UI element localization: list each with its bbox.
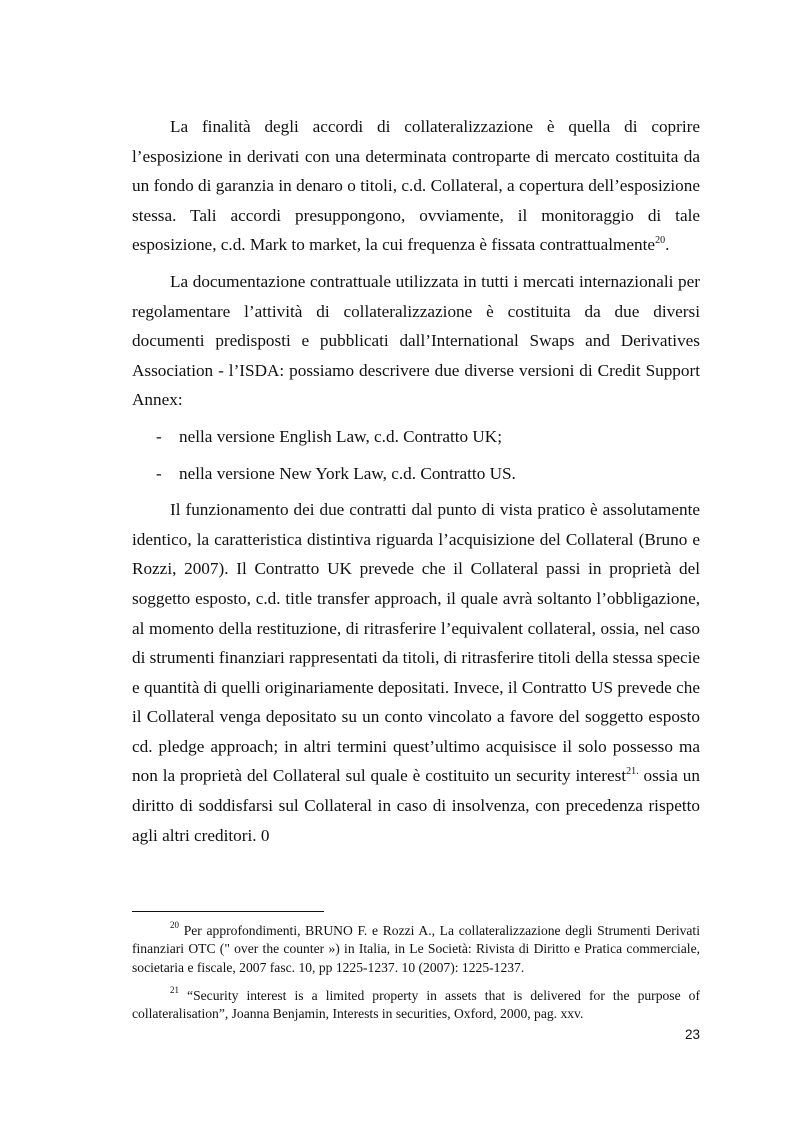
footnote-ref-20[interactable]: 20 [655,234,666,246]
paragraph-isda-documentation [132,267,700,415]
footnote-text: Per approfondimenti, BRUNO F. e Rozzi A., La collateralizzazione degli Strumenti Derivati finanziari OTC (" over the counter ») in Italia, in Le Società: Rivista di Diritto e Pratica commerciale, societaria e fiscale, 2007 fasc. 10, pp 1225-1237. 10 (2007): 1225-1237. [132,923,700,975]
main-text [132,112,700,857]
csa-versions-list [132,422,700,488]
paragraph-tail: . [665,235,670,255]
footnote-text: “Security interest is a limited property in assets that is delivered for the purpose of collateralisation”, Joanna Benjamin, Interests in securities, Oxford, 2000, pag. xxv. [132,987,700,1022]
paragraph-text: Il funzionamento dei due contratti dal punto di vista pratico è assolutamente identico, la caratteristica distintiva riguarda l’acquisizione del Collateral (Bruno e Rozzi, 2007). Il Contratto UK prevede che il Collateral passi in proprietà del soggetto esposto, c.d. title transfer approach, il quale avrà soltanto l’obbligazione, al momento della restituzione, di ritrasferire l’equivalent collateral, ossia, nel caso di strumenti finanziari rappresentati da titoli, di ritrasferire titoli della stessa specie e quantità di quelli originariamente depositati. Invece, il Contratto US prevede che il Collateral venga depositato su un conto vincolato a favore del soggetto esposto cd. pledge approach; in altri termini quest’ultimo acquisisce il solo possesso ma non la proprietà del Collateral sul quale è costituito un security interest [132,500,700,786]
footnote-separator [132,911,324,912]
paragraph-contract-functioning [132,495,700,850]
list-dash: - [156,463,162,483]
paragraph-text: La finalità degli accordi di collateralizzazione è quella di coprire l’esposizione in derivati con una determinata controparte di mercato costituita da un fondo di garanzia in denaro o titoli, c.d. Collateral, a copertura dell’esposizione stessa. Tali accordi presuppongono, ovviamente, il monitoraggio di tale esposizione, c.d. Mark to market, la cui frequenza è fissata contrattualmente [132,117,700,255]
paragraph-tail: ossia un diritto di soddisfarsi sul Collateral in caso di insolvenza, con precedenza rispetto agli altri creditori. 0 [132,766,700,845]
list-item-text: nella versione English Law, c.d. Contratto UK; [179,426,502,446]
paragraph-collateral-purpose [132,112,700,260]
footnote-number: 21 [170,985,179,996]
paragraph-text: La documentazione contrattuale utilizzata in tutti i mercati internazionali per regolamentare l’attività di collateralizzazione è costituita da due diversi documenti predisposti e pubblicati dall’International Swaps and Derivatives Association - l’ISDA: possiamo descrivere due diverse versioni di Credit Support Annex: [132,271,700,410]
list-item [132,422,700,452]
footnote-21 [132,987,700,1024]
list-item [132,459,700,489]
footnote-ref-21[interactable]: 21. [626,765,639,777]
page-number: 23 [684,1027,700,1042]
footnote-20 [132,922,700,977]
list-dash: - [156,426,162,446]
footnote-number: 20 [170,920,179,931]
footnotes [132,922,700,1033]
list-item-text: nella versione New York Law, c.d. Contratto US. [179,463,516,483]
